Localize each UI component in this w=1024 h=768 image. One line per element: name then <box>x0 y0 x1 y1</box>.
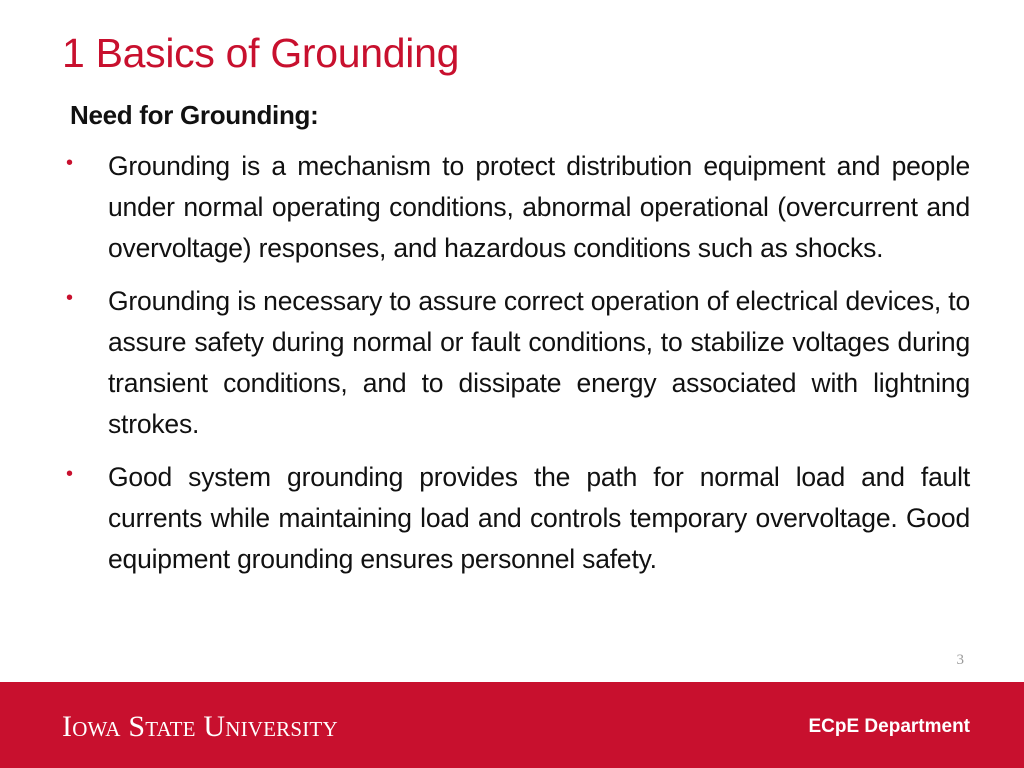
page-number: 3 <box>956 652 964 668</box>
bullet-item <box>66 457 970 580</box>
bullet-list <box>66 146 970 592</box>
bullet-text: Grounding is a mechanism to protect distribution equipment and people under normal operating conditions, abnormal operational (overcurrent and overvoltage) responses, and hazardous conditions such as shocks. <box>108 151 970 263</box>
footer-bar <box>0 682 1024 768</box>
slide-title: 1 Basics of Grounding <box>62 30 460 76</box>
department-label: ECpE Department <box>808 716 970 737</box>
bullet-item <box>66 146 970 269</box>
bullet-text: Good system grounding provides the path for normal load and fault currents while maintaining load and controls temporary overvoltage. Good equipment grounding ensures personnel safety. <box>108 462 970 574</box>
bullet-icon: • <box>66 152 73 174</box>
bullet-text: Grounding is necessary to assure correct operation of electrical devices, to assure safety during normal or fault conditions, to stabilize voltages during transient conditions, and to dissipate energy associated with lightning strokes. <box>108 286 970 439</box>
bullet-item <box>66 281 970 445</box>
bullet-icon: • <box>66 287 73 309</box>
bullet-icon: • <box>66 463 73 485</box>
section-heading: Need for Grounding: <box>70 100 319 130</box>
university-logo: Iowa State University <box>62 710 338 743</box>
